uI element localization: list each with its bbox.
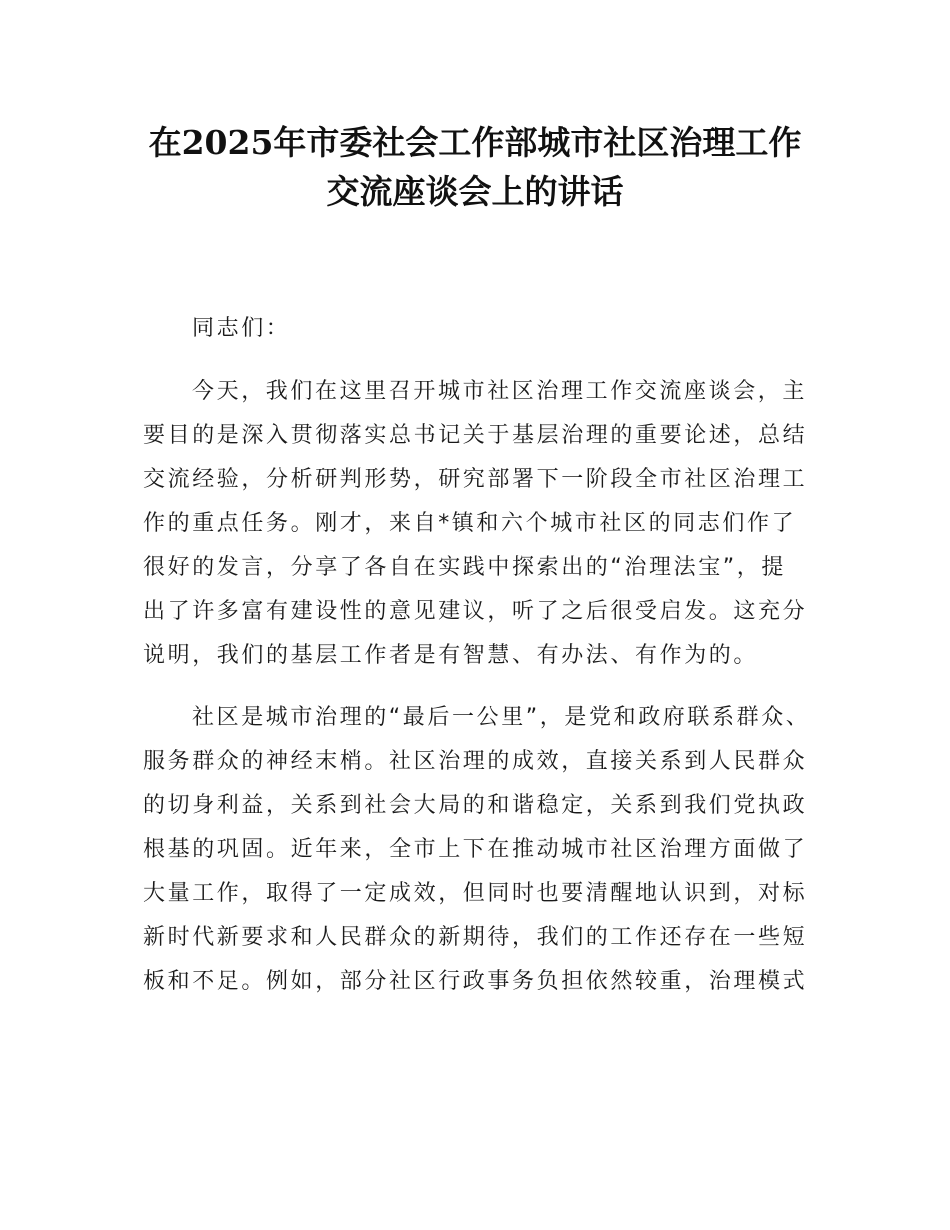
paragraph-1-line: 说明，我们的基层工作者是有智慧、有办法、有作为的。 <box>143 643 759 668</box>
paragraph-2-line: 服务群众的神经末梢。社区治理的成效，直接关系到人民群众 <box>143 749 808 774</box>
paragraph-1-line: 今天，我们在这里召开城市社区治理工作交流座谈会，主 <box>192 379 808 404</box>
paragraph-1-line: 交流经验，分析研判形势，研究部署下一阶段全市社区治理工 <box>143 467 808 492</box>
paragraph-2-line: 新时代新要求和人民群众的新期待，我们的工作还存在一些短 <box>143 925 808 950</box>
paragraph-1-line: 很好的发言，分享了各自在实践中探索出的“治理法宝”，提 <box>143 555 786 580</box>
paragraph-2-line: 根基的巩固。近年来，全市上下在推动城市社区治理方面做了 <box>143 837 808 862</box>
paragraph-2-line: 板和不足。例如，部分社区行政事务负担依然较重，治理模式 <box>143 969 808 994</box>
paragraph-1-line: 要目的是深入贯彻落实总书记关于基层治理的重要论述，总结 <box>143 423 808 448</box>
paragraph-2-line: 社区是城市治理的“最后一公里”，是党和政府联系群众、 <box>192 705 811 730</box>
paragraph-2-line: 的切身利益，关系到社会大局的和谐稳定，关系到我们党执政 <box>143 793 808 818</box>
document-title-line-1: 在2025年市委社会工作部城市社区治理工作 <box>148 123 802 162</box>
salutation: 同志们： <box>192 316 291 341</box>
document-title-line-2: 交流座谈会上的讲话 <box>326 172 624 211</box>
paragraph-1-line: 出了许多富有建设性的意见建议，听了之后很受启发。这充分 <box>143 599 808 624</box>
paragraph-2-line: 大量工作，取得了一定成效，但同时也要清醒地认识到，对标 <box>143 881 808 906</box>
paragraph-1-line: 作的重点任务。刚才，来自*镇和六个城市社区的同志们作了 <box>143 511 797 536</box>
